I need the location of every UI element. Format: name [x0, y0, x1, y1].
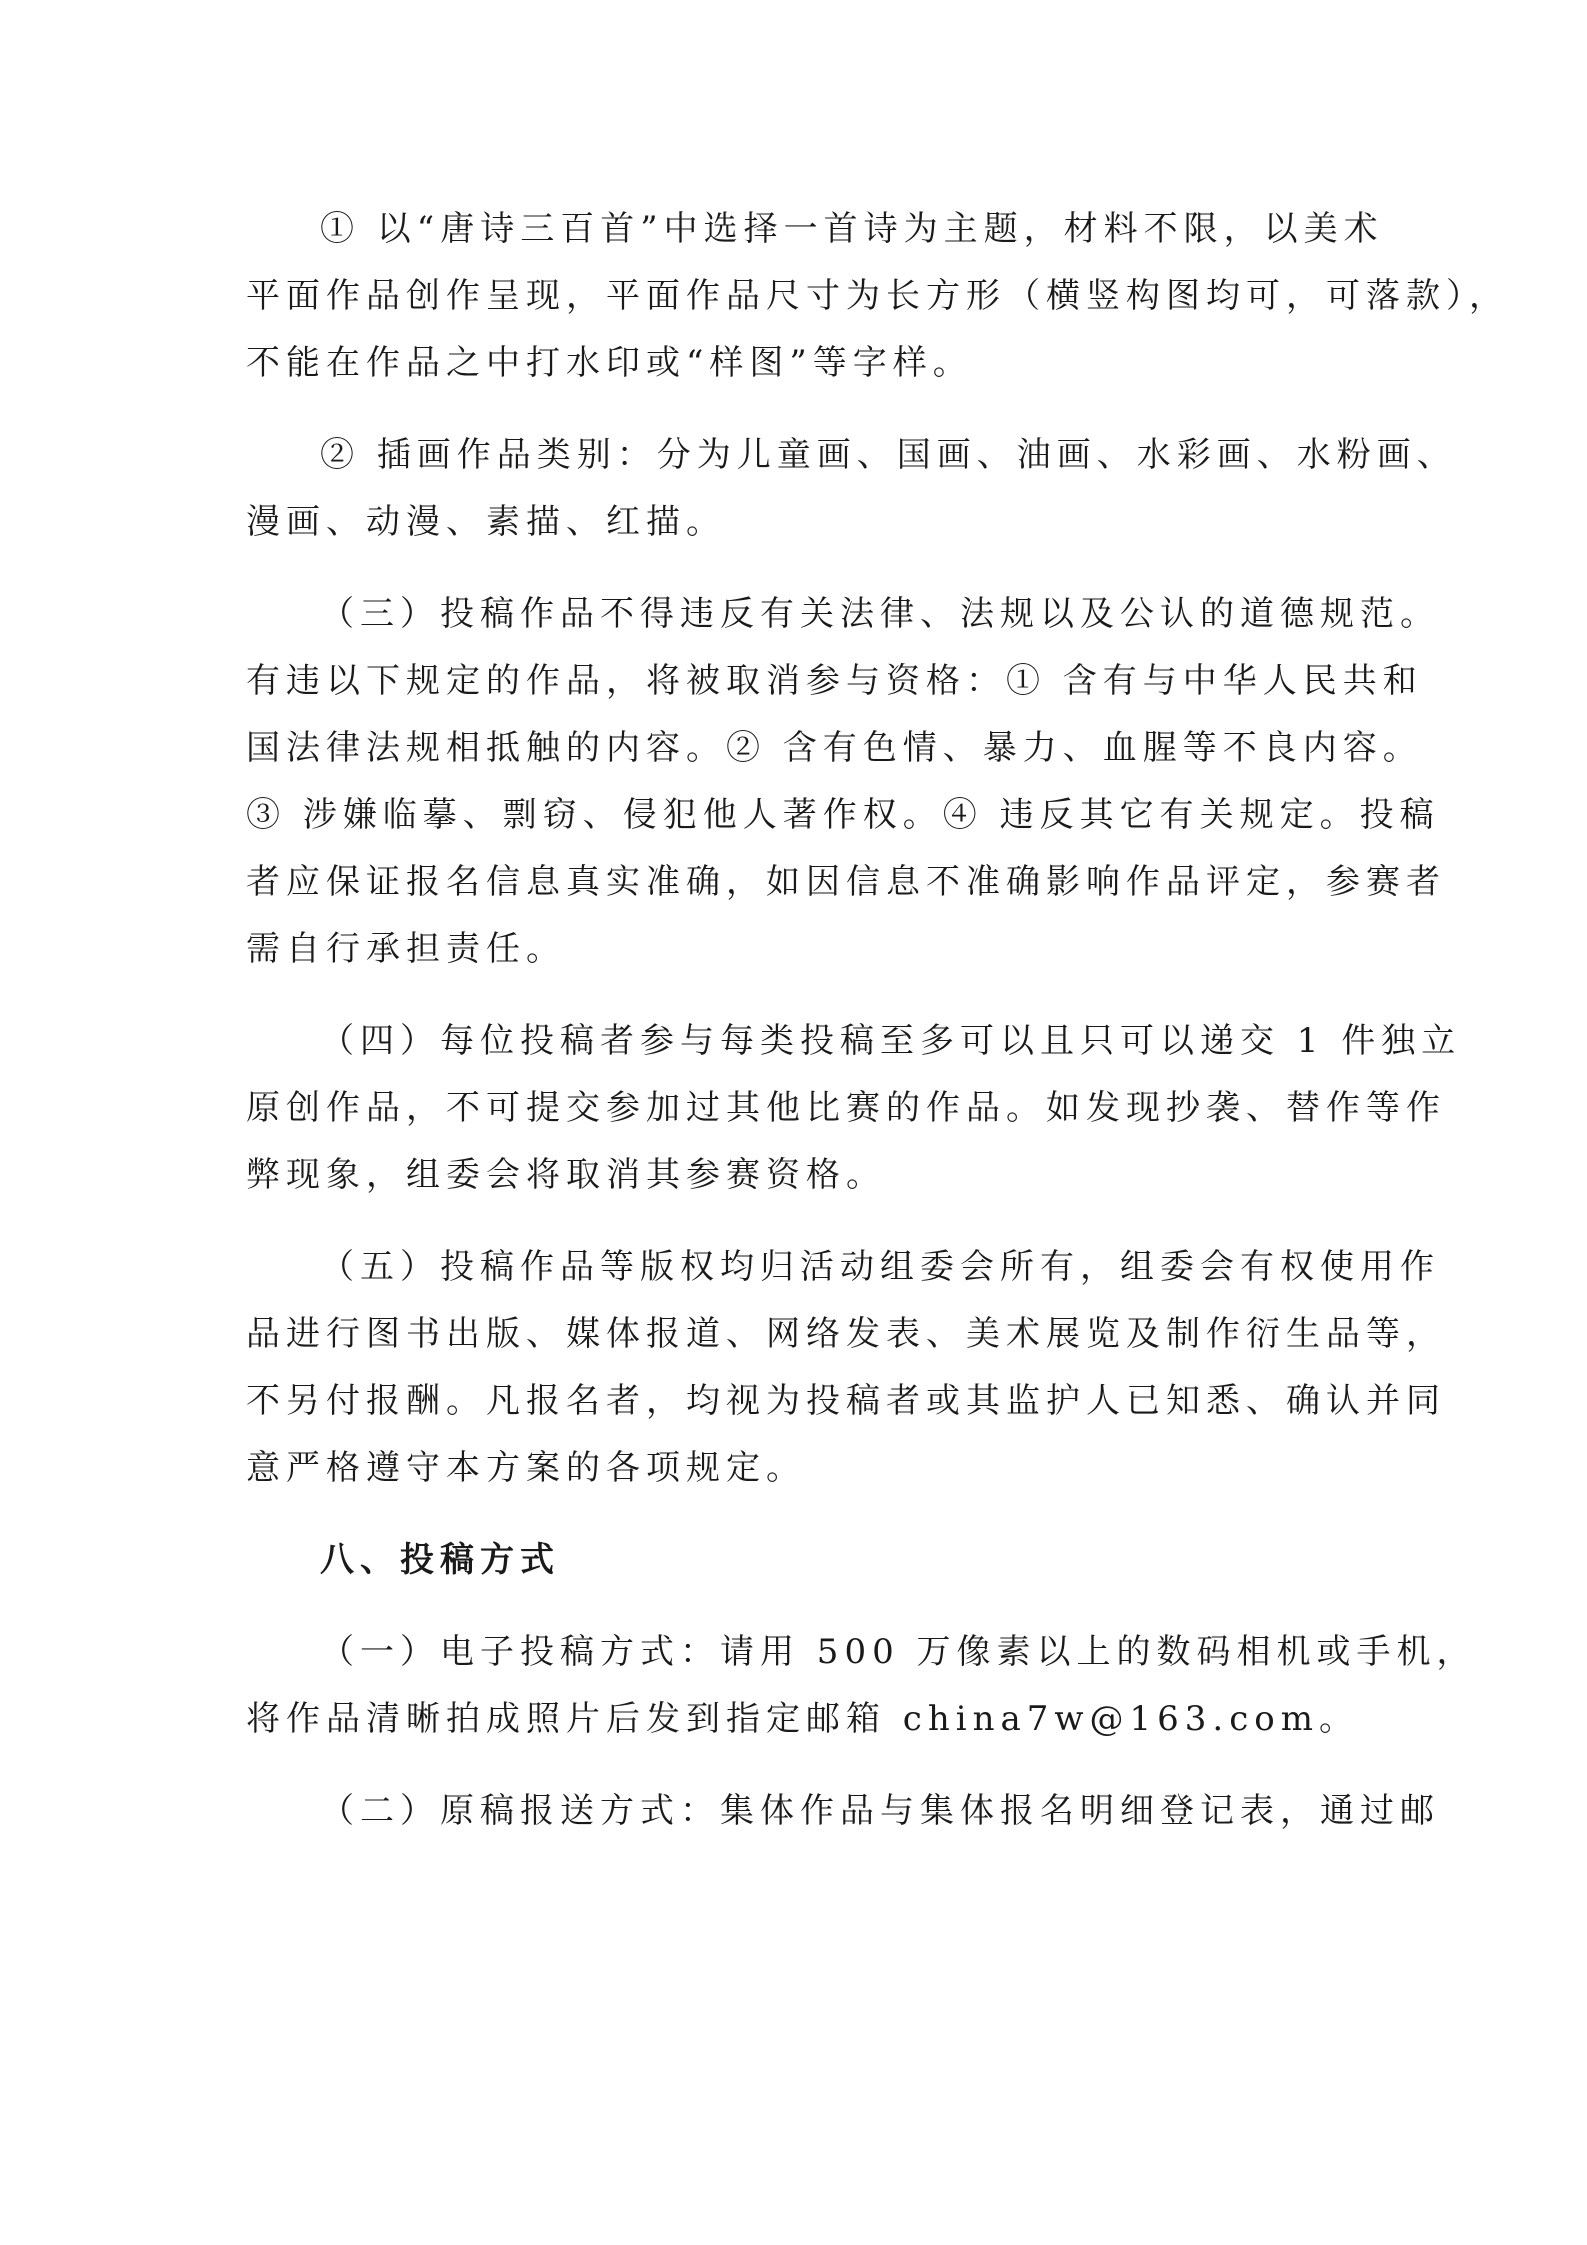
- text-line: 品进行图书出版、媒体报道、网络发表、美术展览及制作衍生品等，: [246, 1314, 1446, 1354]
- paragraph-item-2: [246, 422, 1457, 556]
- text-line: 意严格遵守本方案的各项规定。: [246, 1448, 806, 1488]
- text-line: 国法律法规相抵触的内容。② 含有色情、暴力、血腥等不良内容。: [246, 728, 1423, 768]
- text-line: ③ 涉嫌临摹、剽窃、侵犯他人著作权。④ 违反其它有关规定。投稿: [246, 795, 1440, 835]
- text-line: 原创作品，不可提交参加过其他比赛的作品。如发现抄袭、替作等作: [246, 1088, 1446, 1128]
- section-heading: [246, 1527, 1347, 1594]
- text-line: （三）投稿作品不得违反有关法律、法规以及公认的道德规范。: [320, 594, 1440, 634]
- text-line: 不另付报酬。凡报名者，均视为投稿者或其监护人已知悉、确认并同: [246, 1381, 1446, 1421]
- text-line: （二）原稿报送方式：集体作品与集体报名明细登记表，通过邮: [320, 1791, 1440, 1831]
- text-line: 将作品清晰拍成照片后发到指定邮箱 china7w@163.com。: [246, 1699, 1359, 1739]
- text-line: 需自行承担责任。: [246, 929, 566, 969]
- text-line: （一）电子投稿方式：请用 500 万像素以上的数码相机或手机，: [320, 1632, 1477, 1672]
- text-line: ② 插画作品类别：分为儿童画、国画、油画、水彩画、水粉画、: [320, 435, 1457, 475]
- text-line: ① 以“唐诗三百首”中选择一首诗为主题，材料不限，以美术: [320, 209, 1384, 249]
- paragraph-method-1: [246, 1619, 1477, 1753]
- text-line: 不能在作品之中打水印或“样图”等字样。: [246, 343, 973, 383]
- text-line: 平面作品创作呈现，平面作品尺寸为长方形（横竖构图均可，可落款），: [246, 276, 1509, 316]
- paragraph-rule-3: [246, 581, 1446, 983]
- section-heading-text: 八、投稿方式: [320, 1540, 560, 1580]
- paragraph-rule-5: [246, 1234, 1446, 1502]
- text-line: 有违以下规定的作品，将被取消参与资格：① 含有与中华人民共和: [246, 661, 1423, 701]
- text-line: 漫画、动漫、素描、红描。: [246, 502, 726, 542]
- paragraph-item-1: [246, 196, 1509, 397]
- text-line: （五）投稿作品等版权均归活动组委会所有，组委会有权使用作: [320, 1247, 1440, 1287]
- text-line: （四）每位投稿者参与每类投稿至多可以且只可以递交 1 件独立: [320, 1021, 1462, 1061]
- paragraph-rule-4: [246, 1008, 1462, 1209]
- text-line: 者应保证报名信息真实准确，如因信息不准确影响作品评定，参赛者: [246, 862, 1446, 902]
- text-line: 弊现象，组委会将取消其参赛资格。: [246, 1155, 886, 1195]
- paragraph-method-2: [246, 1778, 1440, 1845]
